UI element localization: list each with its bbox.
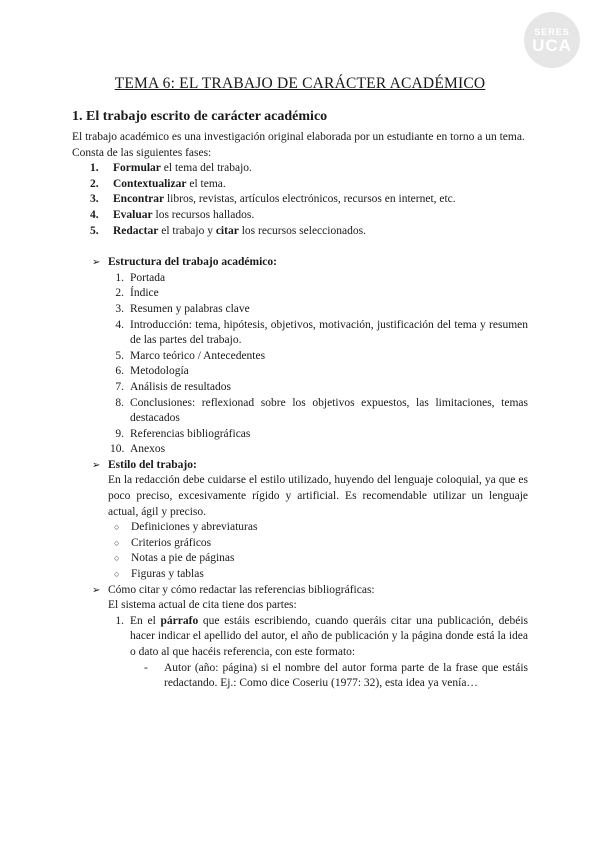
arrow-bullet-icon: ➢ [92, 257, 101, 269]
list-item: 3. Resumen y palabras clave [115, 302, 250, 315]
citation-section [92, 583, 528, 692]
list-item: 5. Redactar el trabajo y citar los recursos seleccionados. [90, 224, 366, 237]
phases-lead: Consta de las siguientes fases: [72, 146, 212, 159]
list-item: 4. Introducción: tema, hipótesis, objetivos, motivación, justificación del tema y resumen de las partes del trabajo. [115, 318, 528, 347]
seres-uca-logo [524, 12, 580, 68]
circle-bullet-icon: ○ [114, 569, 120, 580]
arrow-bullet-icon: ➢ [92, 459, 101, 471]
phases-list [90, 161, 528, 239]
list-item: ○ Criterios gráficos [114, 536, 528, 552]
circle-bullet-icon: ○ [114, 537, 120, 548]
style-section [92, 458, 528, 583]
citation-intro: El sistema actual de cita tiene dos partes: [108, 599, 297, 612]
list-item: 8. Conclusiones: reflexionad sobre los objetivos expuestos, las limitaciones, temas destacados [115, 396, 528, 425]
section-heading: 1. El trabajo escrito de carácter académico [72, 109, 328, 124]
list-item: 1. Formular el tema del trabajo. [90, 162, 252, 175]
list-item: ○ Figuras y tablas [114, 567, 528, 583]
logo-text-bottom: UCA [532, 35, 572, 55]
citation-list [110, 614, 528, 661]
document-body [72, 108, 528, 692]
citation-heading: Cómo citar y cómo redactar las referencias bibliográficas: [108, 583, 375, 596]
structure-heading: Estructura del trabajo académico: [108, 256, 277, 269]
style-list [114, 520, 528, 582]
list-item: 7. Análisis de resultados [115, 380, 231, 393]
circle-bullet-icon: ○ [114, 522, 120, 533]
list-item: - Autor (año: página) si el nombre del autor forma parte de la frase que estáis redactando. Ej.: Como dice Coseriu (1977: 32), esta idea ya venía… [144, 661, 528, 690]
list-item: 3. Encontrar libros, revistas, artículos electrónicos, recursos en internet, etc. [90, 193, 456, 206]
arrow-bullet-icon: ➢ [92, 584, 101, 596]
style-paragraph: En la redacción debe cuidarse el estilo utilizado, huyendo del lenguaje coloquial, ya que es poco preciso, excesivamente rígido y artificial. Es recomendable utilizar un lenguaje actual, ágil y preciso. [108, 474, 528, 518]
page-title: TEMA 6: EL TRABAJO DE CARÁCTER ACADÉMICO [114, 75, 486, 92]
logo-text-top: SERES [534, 26, 570, 37]
list-item: 10. Anexos [110, 443, 166, 456]
list-item: 9. Referencias bibliográficas [115, 427, 251, 440]
list-item: 5. Marco teórico / Antecedentes [115, 349, 266, 362]
list-item: 1. Portada [115, 271, 166, 284]
list-item: 2. Contextualizar el tema. [90, 177, 226, 190]
style-heading: Estilo del trabajo: [108, 458, 197, 471]
list-item: ○ Definiciones y abreviaturas [114, 520, 528, 536]
structure-list [110, 271, 528, 458]
list-item: ○ Notas a pie de páginas [114, 551, 528, 567]
list-item: 1. En el párrafo que estáis escribiendo, cuando queráis citar una publicación, debéis hacer indicar el apellido del autor, el año de publicación y la página donde está la idea o dato al que hacéis referencia, con este formato: [115, 614, 529, 658]
structure-section [92, 255, 528, 458]
citation-dash-list [144, 661, 528, 692]
circle-bullet-icon: ○ [114, 553, 120, 564]
list-item: 2. Índice [115, 287, 159, 300]
list-item: 6. Metodología [115, 365, 189, 378]
intro-paragraph: El trabajo académico es una investigación original elaborada por un estudiante en torno a un tema. [72, 131, 525, 143]
list-item: 4. Evaluar los recursos hallados. [90, 208, 255, 221]
